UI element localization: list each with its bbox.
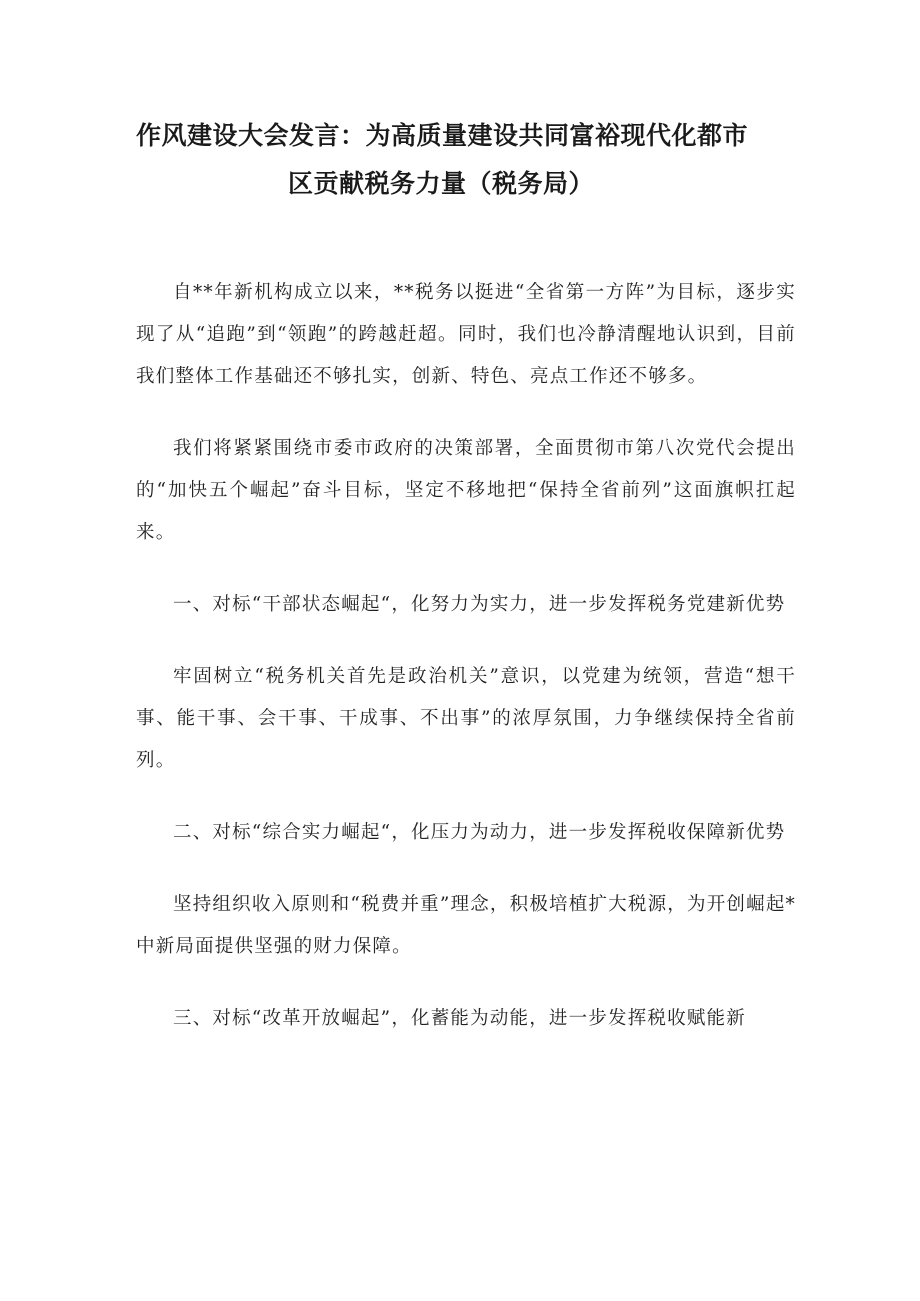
paragraph-section-2: 坚持组织收入原则和“税费并重”理念，积极培植扩大税源，为开创崛起*中新局面提供坚强的财力保障。 (136, 894, 796, 957)
section-heading-2: 二、对标“综合实力崛起“，化压力为动力，进一步发挥税收保障新优势 (173, 822, 786, 843)
document-title (136, 112, 796, 208)
section-heading-1: 一、对标“干部状态崛起“，化努力为实力，进一步发挥税务党建新优势 (173, 594, 786, 615)
paragraph-intro: 自**年新机构成立以来，**税务以挺进“全省第一方阵”为目标，逐步实现了从“追跑”到“领跑”的跨越赶超。同时，我们也冷静清醒地认识到，目前我们整体工作基础还不够扎实，创新、特色、亮点工作还不够多。 (136, 282, 796, 387)
section-heading-3: 三、对标“改革开放崛起”，化蓄能为动能，进一步发挥税收赋能新 (173, 1008, 746, 1029)
paragraph-section-1: 牢固树立“税务机关首先是政治机关”意识，以党建为统领，营造“想干事、能干事、会干事、干成事、不出事”的浓厚氛围，力争继续保持全省前列。 (136, 666, 796, 771)
document-body (136, 272, 796, 1070)
title-line-2: 区贡献税务力量（税务局） (288, 169, 595, 198)
title-line-1: 作风建设大会发言：为高质量建设共同富裕现代化都市 (136, 121, 749, 150)
paragraph-goal: 我们将紧紧围绕市委市政府的决策部署，全面贯彻市第八次党代会提出的“加快五个崛起”奋斗目标，坚定不移地把“保持全省前列”这面旗帜扛起来。 (136, 438, 796, 543)
